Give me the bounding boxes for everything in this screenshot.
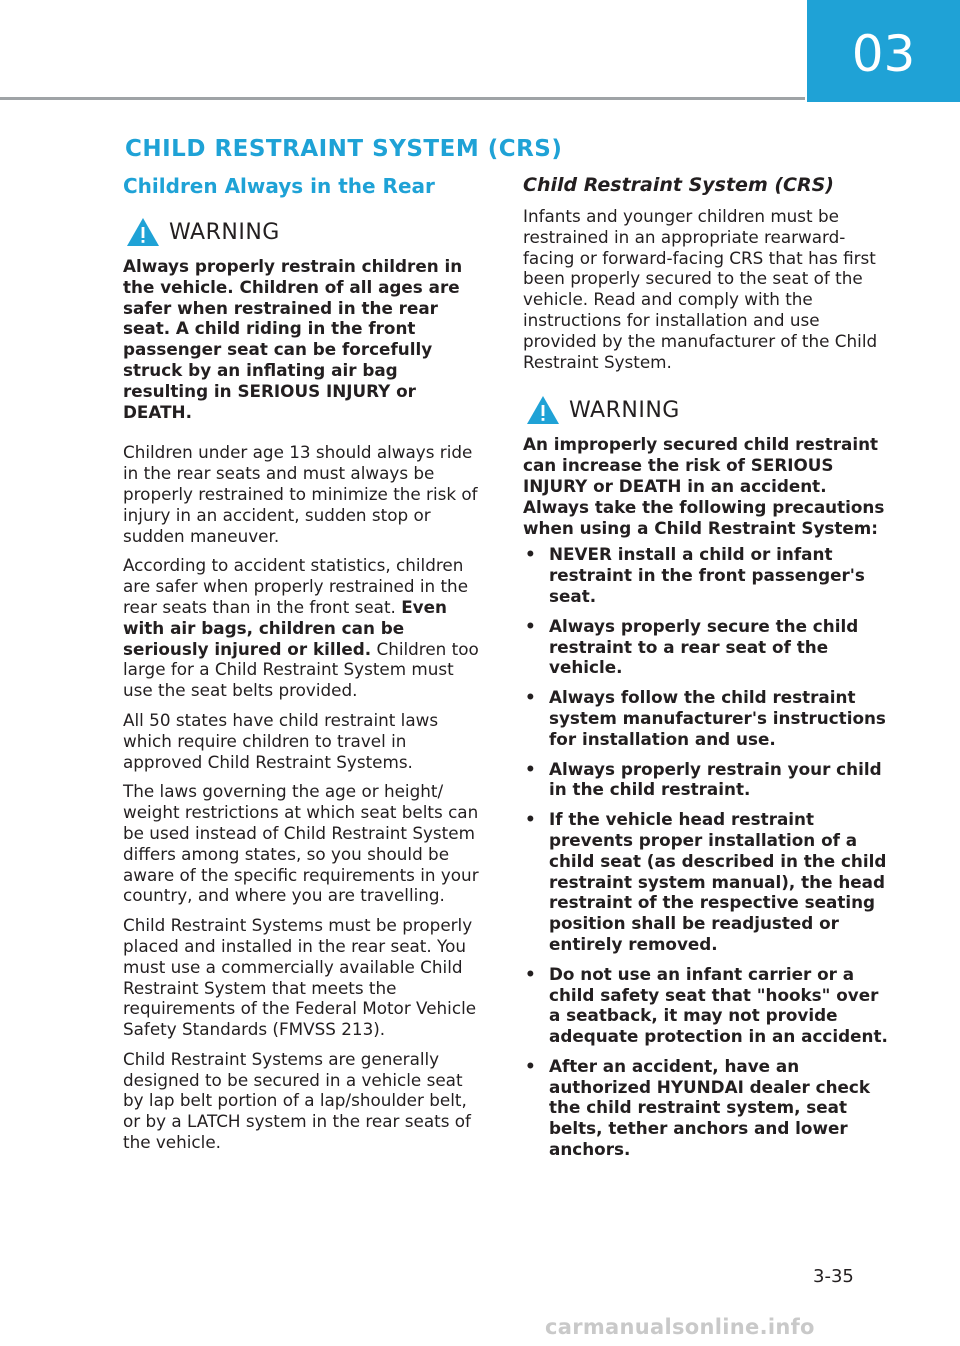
paragraph-statistics-bold: Even with air bags, children can be seriously injured or killed. bbox=[123, 596, 447, 659]
list-item: • NEVER install a child or infant restraint in the front passenger's seat. bbox=[523, 544, 891, 606]
paragraph-under-13: Children under age 13 should always ride in the rear seats and must always be properly restrained to minimize the risk of injury in an accident, sudden stop or sudden maneuver. bbox=[123, 442, 478, 546]
header-rule bbox=[0, 97, 805, 100]
chapter-tab bbox=[807, 0, 960, 102]
chapter-number: 03 bbox=[851, 25, 916, 83]
list-item: • After an accident, have an authorized HYUNDAI dealer check the child restraint system, seat belts, tether anchors and lower anchors. bbox=[523, 1056, 891, 1160]
list-item: • If the vehicle head restraint prevents proper installation of a child seat (as described in the child restraint system manual), the head restraint of the respective seating position shall be readjusted or entirely removed. bbox=[523, 809, 891, 955]
warning-triangle-icon bbox=[525, 394, 561, 426]
list-item: • Always properly restrain your child in the child restraint. bbox=[523, 759, 891, 801]
left-column bbox=[123, 172, 488, 1162]
section-title: CHILD RESTRAINT SYSTEM (CRS) bbox=[125, 136, 563, 162]
paragraph-statistics-end: Children too large for a Child Restraint System must use the seat belts provided. bbox=[123, 638, 479, 701]
paragraph-statistics bbox=[123, 555, 488, 701]
list-item: • Always follow the child restraint system manufacturer's instructions for installation and use. bbox=[523, 687, 891, 749]
paragraph-age-restrictions: The laws governing the age or height/ weight restrictions at which seat belts can be used instead of Child Restraint System differs among states, so you should be aware of the specific requirements in your country, and where you are travelling. bbox=[123, 781, 479, 906]
left-warning-label: WARNING bbox=[169, 219, 280, 245]
left-warning-header bbox=[125, 216, 488, 248]
left-subheading: Children Always in the Rear bbox=[123, 174, 435, 198]
list-item: • Always properly secure the child restraint to a rear seat of the vehicle. bbox=[523, 616, 891, 678]
right-warning-header bbox=[525, 394, 891, 426]
paragraph-fmvss: Child Restraint Systems must be properly placed and installed in the rear seat. You must use a commercially available Child Restraint System that meets the requirements of the Federal Motor Vehicle Safety Standards (FMVSS 213). bbox=[123, 915, 477, 1040]
right-column bbox=[523, 172, 891, 1169]
list-item: • Do not use an infant carrier or a child safety seat that "hooks" over a seatback, it may not provide adequate protection in an accident. bbox=[523, 964, 891, 1047]
watermark: carmanualsonline.info bbox=[545, 1315, 815, 1339]
page-number: 3-35 bbox=[813, 1266, 854, 1287]
right-warning-text: An improperly secured child restraint can increase the risk of SERIOUS INJURY or DEATH in an accident. Always take the following precautions when using a Child Restraint System: bbox=[523, 434, 885, 538]
left-warning-text: Always properly restrain children in the vehicle. Children of all ages are safer when restrained in the rear seat. A child riding in the front passenger seat can be forcefully struck by an inflating air bag resulting in SERIOUS INJURY or DEATH. bbox=[123, 256, 463, 422]
right-subheading: Child Restraint System (CRS) bbox=[523, 174, 834, 196]
right-intro: Infants and younger children must be restrained in an appropriate rearward-facing or forward-facing CRS that has first been properly secured to the seat of the vehicle. Read and comply with the instructions for installation and use provided by the manufacturer of the Child Restraint System. bbox=[523, 206, 878, 372]
paragraph-statistics-start: According to accident statistics, children are safer when properly restrained in the rear seats than in the front seat. bbox=[123, 555, 469, 617]
right-warning-label: WARNING bbox=[569, 397, 680, 423]
paragraph-state-laws: All 50 states have child restraint laws which require children to travel in approved Child Restraint Systems. bbox=[123, 709, 439, 772]
warning-triangle-icon bbox=[125, 216, 161, 248]
paragraph-latch: Child Restraint Systems are generally designed to be secured in a vehicle seat by lap belt portion of a lap/shoulder belt, or by a LATCH system in the rear seats of the vehicle. bbox=[123, 1048, 471, 1153]
precaution-list bbox=[523, 544, 891, 1160]
